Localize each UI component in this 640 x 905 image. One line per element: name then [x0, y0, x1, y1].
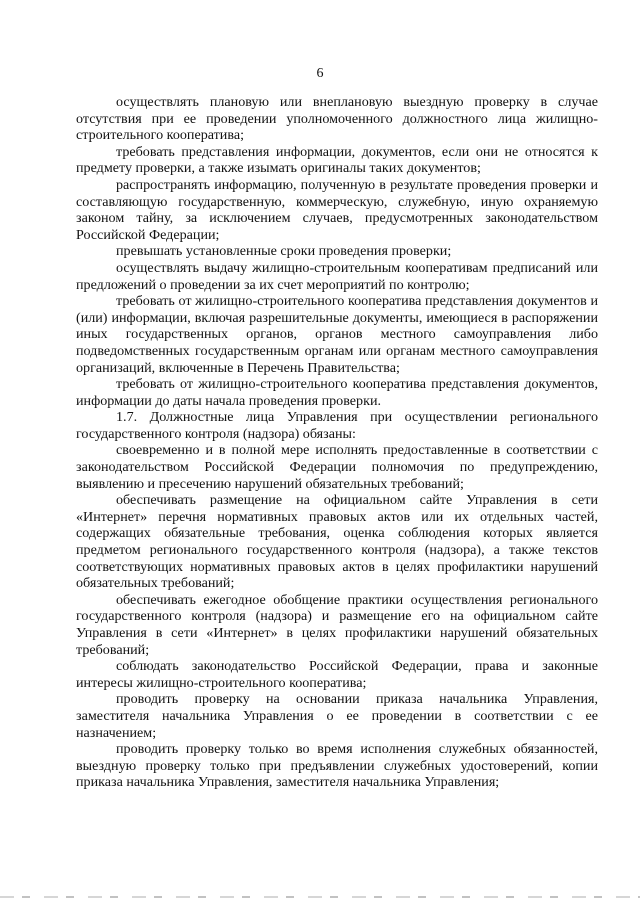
- paragraph: требовать от жилищно-строительного кооператива представления документов, информации до даты начала проведения проверки.: [76, 376, 598, 409]
- page-number: 6: [316, 66, 324, 81]
- section-heading-paragraph: 1.7. Должностные лица Управления при осуществлении регионального государственного контроля (надзора) обязаны:: [76, 409, 598, 442]
- paragraph: превышать установленные сроки проведения проверки;: [116, 243, 452, 260]
- scan-edge-artifact: [0, 896, 640, 898]
- paragraph: проводить проверку на основании приказа начальника Управления, заместителя начальника Управления о ее проведении в соответствии с ее назначением;: [76, 691, 598, 741]
- document-body: [76, 94, 598, 791]
- paragraph: соблюдать законодательство Российской Федерации, права и законные интересы жилищно-строительного кооператива;: [76, 658, 598, 691]
- paragraph: распространять информацию, полученную в результате проведения проверки и составляющую государственную, коммерческую, служебную, иную охраняемую законом тайну, за исключением случаев, предусмотренных законодательством Российской Федерации;: [76, 176, 598, 243]
- paragraph: осуществлять выдачу жилищно-строительным кооперативам предписаний или предложений о проведении за их счет мероприятий по контролю;: [76, 259, 598, 293]
- paragraph: проводить проверку только во время исполнения служебных обязанностей, выездную проверку только при предъявлении служебных удостоверений, копии приказа начальника Управления, заместителя начальника Управления;: [76, 741, 598, 791]
- paragraph: обеспечивать размещение на официальном сайте Управления в сети «Интернет» перечня нормативных правовых актов или их отдельных частей, содержащих обязательные требования, оценка соблюдения которых является предметом регионального государственного контроля (надзора), а также текстов соответствующих нормативных правовых актов в целях профилактики нарушений обязательных требований;: [76, 492, 598, 592]
- paragraph: требовать от жилищно-строительного кооператива представления документов и (или) информации, включая разрешительные документы, имеющиеся в распоряжении иных государственных органов, органов местного самоуправления либо подведомственных государственным органам или органам местного самоуправления организаций, включенные в Перечень Правительства;: [76, 293, 598, 376]
- paragraph: требовать представления информации, документов, если они не относятся к предмету проверки, а также изымать оригиналы таких документов;: [76, 143, 598, 177]
- paragraph: осуществлять плановую или внеплановую выездную проверку в случае отсутствия при ее проведении уполномоченного должностного лица жилищно-строительного кооператива;: [76, 94, 598, 144]
- paragraph: обеспечивать ежегодное обобщение практики осуществления регионального государственного контроля (надзора) и размещение его на официальном сайте Управления в сети «Интернет» в целях профилактики нарушений обязательных требований;: [76, 591, 598, 658]
- paragraph: своевременно и в полной мере исполнять предоставленные в соответствии с законодательством Российской Федерации полномочия по предупреждению, выявлению и пресечению нарушений обязательных требований;: [76, 442, 598, 492]
